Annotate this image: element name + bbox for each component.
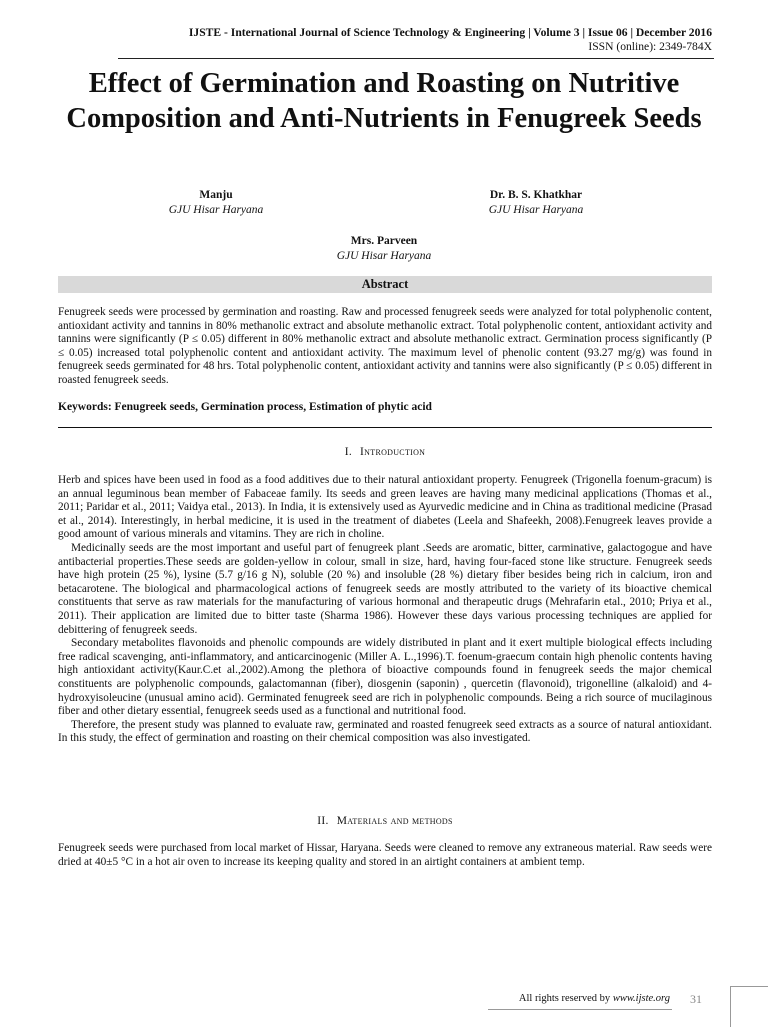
paragraph: Secondary metabolites flavonoids and phenolic compounds are widely distributed in plant and it exert multiple biological effects including free radical scavenging, anti-inflammatory, and anticarcinogenic (Miller A. L.,1996).T. foenum-graecum contain high phenolic contents having high antioxidant activity(Kaur.C.et al.,2002).Among the plethora of bioactive compounds found in fenugreek seeds the major chemical constituents are polyphenolic compounds, galactomannan (fiber), diosgenin (saponin) , quercetin (flavonoid), trigonelline (alkaloid) and 4-hydroxyisoleucine (unusual amino acid). Germinated fenugreek seed are rich in polyphenolic compounds. Being a rich source of mucilaginous fiber and other dietary essential, fenugreek seeds used as a functional and nutritional food. (58, 637, 712, 718)
issn: ISSN (online): 2349-784X (588, 40, 712, 53)
author-name: Manju (199, 189, 233, 201)
author-affiliation: GJU Hisar Haryana (336, 250, 432, 262)
paper-title: Effect of Germination and Roasting on Nutritive Composition and Anti-Nutrients in Fenugreek Seeds (66, 68, 702, 134)
footer-rights (470, 993, 670, 1004)
page-corner-decoration (730, 986, 768, 1027)
footer-rule (488, 1009, 672, 1010)
header-rule (118, 58, 714, 59)
paragraph: Medicinally seeds are the most important and useful part of fenugreek plant .Seeds are aromatic, bitter, carminative, galactogogue and have antibacterial properties.These seeds are golden-yellow in colour, small in size, hard, having four-faced stone like structure. Fenugreek seeds have high protein (25 %), lysine (5.7 g/16 g N), soluble (20 %) and insoluble (28 %) dietary fiber besides being rich in calcium, iron and betacarotene. The biological and pharmacological actions of fenugreek seeds are mostly attributed to the variety of its bioactive chemical constituents that serve as raw materials for the manufacturing of various hormonal and therapeutic drugs (Mehrafarin etal., 2010; Priya et al., 2011). Their application are limited due to bitter taste (Sharma 1986). However these days various processing techniques are applied for debittering of fenugreek seeds. (58, 541, 712, 636)
section-number: I. (344, 446, 353, 458)
section-heading-introduction (58, 446, 712, 458)
section-heading-materials (58, 815, 712, 827)
abstract-rule (58, 427, 712, 428)
section-number: II. (317, 815, 329, 827)
page-number: 31 (690, 992, 702, 1006)
paragraph: Therefore, the present study was planned to evaluate raw, germinated and roasted fenugreek seed extracts as a source of natural antioxidant. In this study, the effect of germination and roasting on their chemical composition was also investigated. (58, 718, 712, 745)
author-name: Mrs. Parveen (350, 235, 418, 247)
journal-info: IJSTE - International Journal of Science Technology & Engineering | Volume 3 | Issue 06 | December 2016 (188, 26, 712, 39)
author-block (96, 188, 336, 218)
abstract-text: Fenugreek seeds were processed by germination and roasting. Raw and processed fenugreek seeds were analyzed for total polyphenolic content, antioxidant activity and tannins in 80% methanolic extract and absolute methanolic extract. Total polyphenolic content, antioxidant activity and tannins were significantly (P ≤ 0.05) different in 80% methanolic extract and absolute methanolic extract. Germination process significantly (P ≤ 0.05) increased total polyphenolic content and antioxidant activity. The maximum level of phenolic content (93.27 mg/g) was found in fenugreek seeds germinated for 48 hrs. Total polyphenolic content, antioxidant activity and tannins were also significantly (P ≤ 0.05) different in roasted fenugreek seeds. (58, 306, 712, 386)
footer-link[interactable]: www.ijste.org (612, 993, 670, 1004)
paragraph: Fenugreek seeds were purchased from local market of Hissar, Haryana. Seeds were cleaned to remove any extraneous material. Raw seeds were dried at 40±5 °C in a hot air oven to increase its keeping quality and stored in an airtight containers at ambient temp. (58, 842, 712, 868)
keywords: Keywords: Fenugreek seeds, Germination process, Estimation of phytic acid (58, 401, 432, 413)
materials-body (58, 842, 712, 869)
abstract-heading: Abstract (58, 276, 712, 293)
author-name: Dr. B. S. Khatkhar (489, 189, 583, 201)
running-header (189, 26, 712, 54)
section-title: Introduction (360, 446, 426, 458)
author-affiliation: GJU Hisar Haryana (488, 204, 584, 216)
introduction-body (58, 474, 712, 746)
author-block (416, 188, 656, 218)
rights-text: All rights reserved by (518, 993, 611, 1004)
section-title: Materials and methods (336, 815, 453, 827)
author-block (264, 234, 504, 264)
paragraph: Herb and spices have been used in food as a food additives due to their natural antioxidant property. Fenugreek (Trigonella foenum-gracum) is an annual leguminous bean member of Fabaceae family. Its seeds and green leaves are having many medicinal applications (Thomas et al., 2011; Paridar et al., 2011; Vaidya etal., 2013). In India, it is extensively used as Ayurvedic medicine and in China as traditional medicine (Prasad et al., 2014). Interestingly, in herbal medicine, it is used in the treatment of diabetes (Leela and Shafeekh, 2008).Fenugreek leaves provide a good amount of various minerals and vitamins. They are rich in choline. (58, 474, 712, 541)
author-affiliation: GJU Hisar Haryana (168, 204, 264, 216)
